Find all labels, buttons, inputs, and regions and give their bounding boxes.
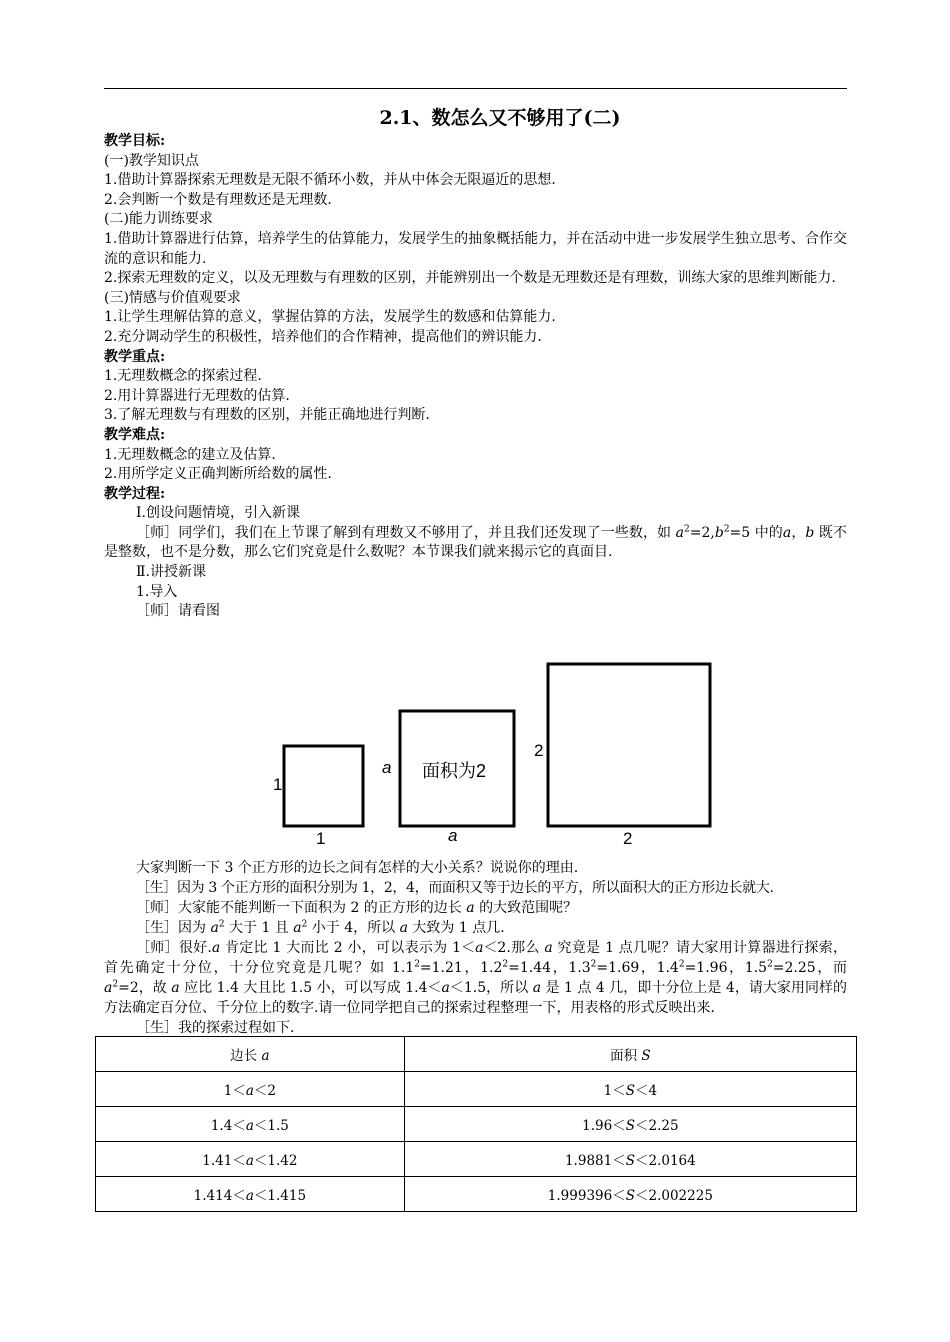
table-cell: 1＜a＜2 [96, 1072, 405, 1107]
objective-k2: 2.会判断一个数是有理数还是无理数. [104, 191, 332, 208]
objectives-sub1: (一)教学知识点 [104, 152, 199, 169]
table-cell: 1.999396＜S＜2.002225 [404, 1177, 856, 1212]
table-row [96, 1072, 857, 1107]
discussion-section [104, 858, 847, 1038]
square2-bottom-label: a [448, 826, 458, 845]
discussion-response-2: ［生］因为 $a^2$ 大于 1 且 $a^2$ 小于 4，所以 a 大致为 1 点几. [136, 919, 505, 936]
difficulty-2: 2.用所学定义正确判断所给数的属性. [104, 466, 332, 483]
key-points-heading: 教学重点: [104, 348, 166, 365]
discussion-teacher-explanation: ［师］很好.a 肯定比 1 大而比 2 小，可以表示为 1＜a＜2.那么 a 究竟是 1 点几呢？请大家用计算器进行探索，首先确定十分位，十分位究竟是几呢？如 $1.1^2=1.21$，$1.2^2=1.44$，$1.3^2=1.69$，$1.4^2=1.96$，$1.5^2=2.25$，而 $a^2=2$，故 a 应比 1.4 大且比 1.5 小，可以写成 1.4＜a＜1.5，所以 a 是 1 点 4 几，即十分位上是 4，请大家用同样的方法确定百分位、千分位上的数字.请一位同学把自己的探索过程整理一下，用表格的形式反映出来. [104, 940, 848, 1016]
table-cell: 1.96＜S＜2.25 [404, 1107, 856, 1142]
discussion-question-1: 大家判断一下 3 个正方形的边长之间有怎样的大小关系？说说你的理由. [136, 860, 579, 876]
header-rule [104, 88, 847, 89]
process-look-figure: ［师］请看图 [136, 603, 220, 620]
square-area-4 [548, 664, 710, 826]
table-header-cell: 边长 a [96, 1037, 405, 1072]
objective-e1: 1.让学生理解估算的意义，掌握估算的方法，发展学生的数感和估算能力. [104, 309, 556, 326]
objectives-heading: 教学目标: [104, 133, 166, 149]
table-header-cell: 面积 S [404, 1037, 856, 1072]
squares-figure [270, 656, 720, 852]
objectives-sub3: (三)情感与价值观要求 [104, 289, 241, 306]
estimation-table [95, 1036, 857, 1212]
objective-a2: 2.探索无理数的定义，以及无理数与有理数的区别，并能辨别出一个数是无理数还是有理数，训练大家的思维判断能力. [104, 270, 836, 287]
objective-a1: 1.借助计算器进行估算，培养学生的估算能力，发展学生的抽象概括能力，并在活动中进一步发展学生独立思考、合作交流的意识和能力. [104, 230, 847, 267]
process-section-1: Ⅰ.创设问题情境，引入新课 [136, 505, 300, 522]
discussion-response-3: ［生］我的探索过程如下. [136, 1020, 295, 1036]
table-cell: 1.41＜a＜1.42 [96, 1142, 405, 1177]
square2-area-label: 面积为2 [422, 761, 487, 781]
key-point-2: 2.用计算器进行无理数的估算. [104, 387, 290, 404]
table-row [96, 1177, 857, 1212]
square3-side-label: 2 [534, 741, 544, 760]
table-row [96, 1142, 857, 1177]
square-area-1 [284, 746, 363, 826]
square3-bottom-label: 2 [623, 829, 633, 848]
table-cell: 1.414＜a＜1.415 [96, 1177, 405, 1212]
square1-bottom-label: 1 [316, 829, 326, 848]
process-heading: 教学过程: [104, 485, 166, 502]
discussion-response-1: ［生］因为 3 个正方形的面积分别为 1，2，4，而面积又等于边长的平方，所以面积大的正方形边长就大. [136, 880, 774, 896]
table-cell: 1.4＜a＜1.5 [96, 1107, 405, 1142]
table-cell: 1.9881＜S＜2.0164 [404, 1142, 856, 1177]
objectives-sub2: (二)能力训练要求 [104, 211, 213, 228]
document-body [104, 132, 847, 622]
key-point-1: 1.无理数概念的探索过程. [104, 368, 262, 385]
process-teacher-intro: ［师］同学们，我们在上节课了解到有理数又不够用了，并且我们还发现了一些数，如 $a^2=2,b^2=5$ 中的a，b 既不是整数，也不是分数，那么它们究竟是什么数呢？本节课我们就来揭示它的真面目. [104, 524, 848, 561]
table-header-row [96, 1037, 857, 1072]
table-row [96, 1107, 857, 1142]
discussion-question-2: ［师］大家能不能判断一下面积为 2 的正方形的边长 a 的大致范围呢？ [136, 900, 578, 916]
process-section-2a: 1.导入 [136, 583, 178, 600]
square1-side-label: 1 [273, 775, 283, 794]
square2-side-label: a [382, 758, 392, 777]
table-cell: 1＜S＜4 [404, 1072, 856, 1107]
objective-e2: 2.充分调动学生的积极性，培养他们的合作精神，提高他们的辨识能力. [104, 328, 542, 345]
difficulties-heading: 教学难点: [104, 426, 166, 443]
objective-k1: 1.借助计算器探索无理数是无限不循环小数，并从中体会无限逼近的思想. [104, 172, 556, 189]
process-section-2: Ⅱ.讲授新课 [136, 564, 206, 581]
key-point-3: 3.了解无理数与有理数的区别，并能正确地进行判断. [104, 407, 430, 424]
difficulty-1: 1.无理数概念的建立及估算. [104, 446, 276, 463]
page-title: 2.1、数怎么又不够用了(二) [379, 107, 621, 129]
